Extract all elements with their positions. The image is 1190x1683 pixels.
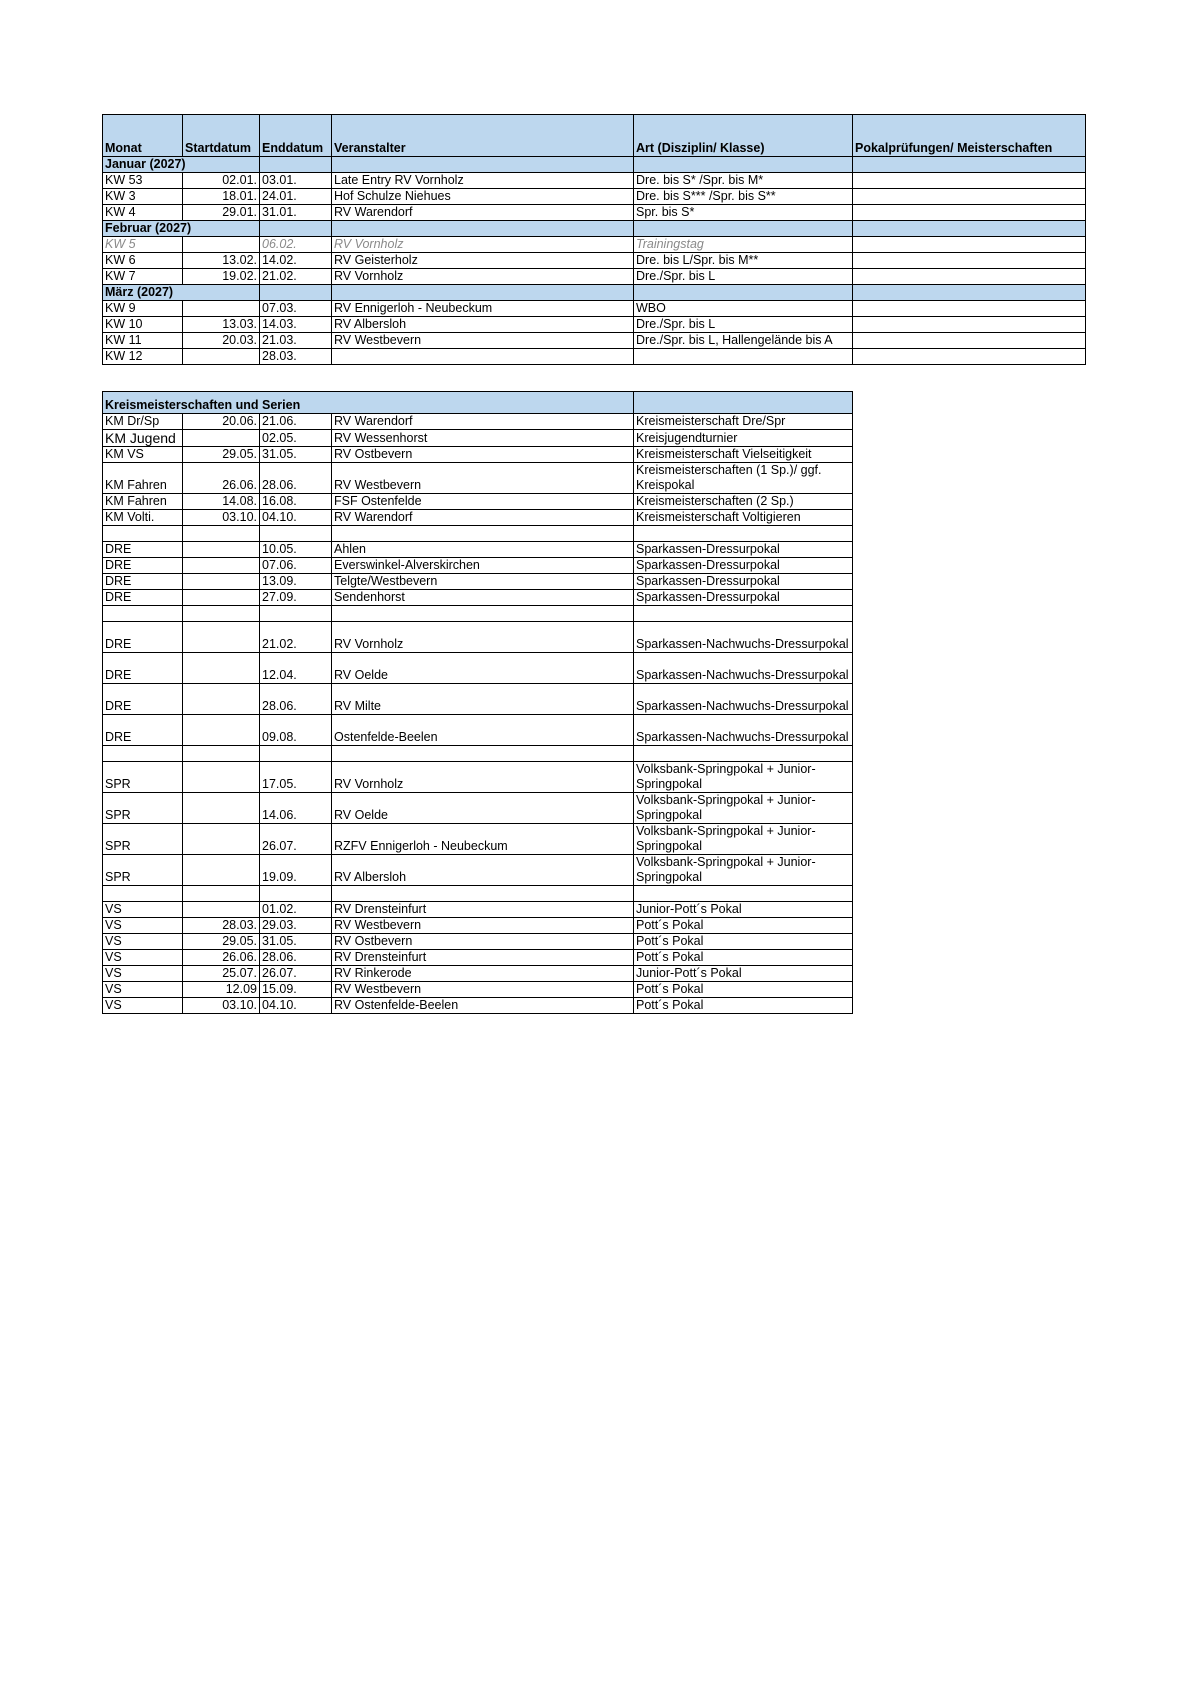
cell-start: 20.06. [183,414,260,430]
cell-end: 21.02. [260,269,332,285]
table-row [103,301,1086,317]
table-row [103,414,853,430]
cell-start [183,301,260,317]
header-cell: Veranstalter [332,115,634,157]
empty-cell [260,221,332,237]
table-row [103,205,1086,221]
table-row [103,886,853,902]
cell-monat: KM Fahren [103,494,183,510]
empty-cell [332,157,634,173]
cell-start [183,824,260,855]
cell-art: Pott´s Pokal [634,918,853,934]
cell-end: 28.06. [260,463,332,494]
cell-veranstalter: RV Warendorf [332,205,634,221]
cell-veranstalter: RV Warendorf [332,510,634,526]
cell-start [183,590,260,606]
cell-end: 15.09. [260,982,332,998]
cell-monat [103,526,183,542]
cell-art [634,606,853,622]
cell-art: Dre. bis L/Spr. bis M** [634,253,853,269]
cell-monat: SPR [103,855,183,886]
cell-veranstalter: Late Entry RV Vornholz [332,173,634,189]
cell-end: 28.06. [260,950,332,966]
header-cell: Monat [103,115,183,157]
empty-cell [853,221,1086,237]
cell-start: 03.10. [183,510,260,526]
cell-start [183,793,260,824]
cell-monat: KM VS [103,447,183,463]
empty-cell [260,157,332,173]
cell-end: 19.09. [260,855,332,886]
cell-monat: KW 3 [103,189,183,205]
table-row [103,966,853,982]
cell-start: 19.02. [183,269,260,285]
table-row [103,715,853,746]
month-section-row [103,157,1086,173]
section-title: Kreismeisterschaften und Serien [103,392,634,414]
table-row [103,510,853,526]
cell-monat: KM Dr/Sp [103,414,183,430]
cell-monat: VS [103,902,183,918]
table-row [103,793,853,824]
cell-pokal [853,189,1086,205]
table-row [103,998,853,1014]
empty-cell [634,285,853,301]
cell-end: 21.03. [260,333,332,349]
table-row [103,269,1086,285]
table-row [103,526,853,542]
cell-end: 14.02. [260,253,332,269]
cell-veranstalter [332,606,634,622]
cell-end [260,746,332,762]
table-row [103,253,1086,269]
cell-monat: DRE [103,715,183,746]
cell-start: 02.01. [183,173,260,189]
cell-monat: KW 12 [103,349,183,365]
cell-end: 06.02. [260,237,332,253]
cell-end: 16.08. [260,494,332,510]
table-row [103,558,853,574]
cell-end: 04.10. [260,998,332,1014]
cell-start: 14.08. [183,494,260,510]
cell-monat [103,746,183,762]
header-cell: Pokalprüfungen/ Meisterschaften [853,115,1086,157]
cell-end: 21.06. [260,414,332,430]
cell-monat: SPR [103,762,183,793]
cell-end [260,606,332,622]
table-row [103,950,853,966]
cell-end: 31.01. [260,205,332,221]
cell-start [183,855,260,886]
cell-veranstalter: RV Warendorf [332,414,634,430]
cell-start: 20.03. [183,333,260,349]
cell-veranstalter: RV Milte [332,684,634,715]
cell-monat: VS [103,950,183,966]
cell-start [183,746,260,762]
cell-veranstalter: RV Ostbevern [332,447,634,463]
cell-veranstalter: RV Oelde [332,653,634,684]
cell-art: Sparkassen-Nachwuchs-Dressurpokal [634,653,853,684]
cell-monat: KW 11 [103,333,183,349]
cell-end: 21.02. [260,622,332,653]
cell-end: 12.04. [260,653,332,684]
cell-start [183,430,260,447]
table-row [103,333,1086,349]
cell-art: Sparkassen-Dressurpokal [634,574,853,590]
cell-art: Volksbank-Springpokal + Junior-Springpokal [634,855,853,886]
table-row [103,237,1086,253]
cell-veranstalter: RZFV Ennigerloh - Neubeckum [332,824,634,855]
cell-end: 09.08. [260,715,332,746]
cell-monat: KW 9 [103,301,183,317]
cell-start: 29.05. [183,934,260,950]
cell-pokal [853,269,1086,285]
table-row [103,447,853,463]
championships-table [102,391,853,1014]
empty-cell [853,285,1086,301]
cell-start: 18.01. [183,189,260,205]
empty-cell [332,285,634,301]
cell-veranstalter [332,886,634,902]
month-label: Februar (2027) [103,221,260,237]
cell-monat: DRE [103,684,183,715]
cell-veranstalter: Ostenfelde-Beelen [332,715,634,746]
cell-veranstalter: RV Ostenfelde-Beelen [332,998,634,1014]
cell-art: Sparkassen-Dressurpokal [634,590,853,606]
cell-monat: KM Volti. [103,510,183,526]
cell-end: 01.02. [260,902,332,918]
cell-art [634,349,853,365]
cell-monat: KW 10 [103,317,183,333]
cell-monat: KW 4 [103,205,183,221]
cell-end: 02.05. [260,430,332,447]
cell-monat [103,886,183,902]
cell-pokal [853,333,1086,349]
table-row [103,542,853,558]
header-cell: Art (Disziplin/ Klasse) [634,115,853,157]
cell-start [183,762,260,793]
events-table [102,114,1086,365]
cell-veranstalter: RV Vornholz [332,762,634,793]
table-row [103,189,1086,205]
cell-art: Dre. bis S* /Spr. bis M* [634,173,853,189]
cell-art: Sparkassen-Dressurpokal [634,542,853,558]
cell-art: Kreismeisterschaft Dre/Spr [634,414,853,430]
cell-veranstalter [332,349,634,365]
cell-veranstalter: Telgte/Westbevern [332,574,634,590]
cell-art: Sparkassen-Nachwuchs-Dressurpokal [634,684,853,715]
cell-monat: KW 7 [103,269,183,285]
cell-art: Sparkassen-Nachwuchs-Dressurpokal [634,622,853,653]
cell-art: Volksbank-Springpokal + Junior-Springpokal [634,762,853,793]
cell-veranstalter: RV Westbevern [332,918,634,934]
cell-veranstalter: RV Westbevern [332,982,634,998]
cell-veranstalter: RV Drensteinfurt [332,902,634,918]
cell-monat: VS [103,918,183,934]
table-row [103,918,853,934]
table-row [103,173,1086,189]
cell-art: Dre./Spr. bis L [634,269,853,285]
cell-art: Dre./Spr. bis L, Hallengelände bis A [634,333,853,349]
table-row [103,746,853,762]
cell-end: 31.05. [260,447,332,463]
cell-art [634,746,853,762]
cell-veranstalter: Ahlen [332,542,634,558]
cell-start [183,653,260,684]
cell-art: Kreismeisterschaft Vielseitigkeit [634,447,853,463]
table-row [103,463,853,494]
cell-start [183,886,260,902]
table-row [103,430,853,447]
cell-veranstalter: RV Albersloh [332,855,634,886]
cell-veranstalter: RV Westbevern [332,463,634,494]
cell-art: WBO [634,301,853,317]
cell-veranstalter [332,526,634,542]
cell-start: 26.06. [183,950,260,966]
cell-start [183,237,260,253]
cell-start [183,715,260,746]
cell-veranstalter: RV Westbevern [332,333,634,349]
empty-cell [634,392,853,414]
month-label: März (2027) [103,285,260,301]
cell-art: Pott´s Pokal [634,982,853,998]
cell-end: 13.09. [260,574,332,590]
table-row [103,902,853,918]
table-row [103,982,853,998]
table-row [103,855,853,886]
month-label: Januar (2027) [103,157,260,173]
cell-pokal [853,205,1086,221]
cell-monat: DRE [103,574,183,590]
cell-veranstalter: RV Wessenhorst [332,430,634,447]
cell-art: Spr. bis S* [634,205,853,221]
cell-end [260,526,332,542]
cell-end: 07.06. [260,558,332,574]
cell-art: Kreismeisterschaft Voltigieren [634,510,853,526]
cell-monat: SPR [103,824,183,855]
cell-art: Junior-Pott´s Pokal [634,966,853,982]
cell-end: 07.03. [260,301,332,317]
cell-veranstalter: RV Vornholz [332,622,634,653]
cell-pokal [853,301,1086,317]
cell-veranstalter: RV Ennigerloh - Neubeckum [332,301,634,317]
cell-pokal [853,317,1086,333]
cell-monat: DRE [103,622,183,653]
cell-start: 03.10. [183,998,260,1014]
cell-veranstalter: RV Geisterholz [332,253,634,269]
cell-end: 26.07. [260,966,332,982]
cell-veranstalter: Everswinkel-Alverskirchen [332,558,634,574]
cell-veranstalter: Hof Schulze Niehues [332,189,634,205]
cell-end: 14.03. [260,317,332,333]
table-row [103,606,853,622]
cell-monat: VS [103,966,183,982]
cell-art [634,886,853,902]
cell-art: Trainingstag [634,237,853,253]
empty-cell [853,157,1086,173]
cell-veranstalter: RV Drensteinfurt [332,950,634,966]
cell-monat: SPR [103,793,183,824]
cell-end: 04.10. [260,510,332,526]
cell-monat: VS [103,998,183,1014]
cell-veranstalter: RV Vornholz [332,269,634,285]
cell-monat: KW 53 [103,173,183,189]
cell-veranstalter: RV Rinkerode [332,966,634,982]
cell-veranstalter: FSF Ostenfelde [332,494,634,510]
cell-monat: KM Jugend [103,430,183,447]
cell-pokal [853,173,1086,189]
empty-cell [332,221,634,237]
month-section-row [103,285,1086,301]
cell-end: 27.09. [260,590,332,606]
cell-pokal [853,253,1086,269]
table-row [103,349,1086,365]
cell-start: 29.05. [183,447,260,463]
cell-start [183,542,260,558]
cell-start: 29.01. [183,205,260,221]
cell-end: 28.03. [260,349,332,365]
section-title-row [103,392,853,414]
cell-start [183,558,260,574]
cell-monat: DRE [103,590,183,606]
cell-start [183,902,260,918]
cell-end: 03.01. [260,173,332,189]
cell-end: 26.07. [260,824,332,855]
cell-end: 29.03. [260,918,332,934]
cell-start [183,349,260,365]
empty-cell [260,285,332,301]
table-row [103,622,853,653]
cell-art: Volksbank-Springpokal + Junior-Springpokal [634,824,853,855]
cell-monat: DRE [103,653,183,684]
cell-monat: KW 6 [103,253,183,269]
cell-start: 26.06. [183,463,260,494]
cell-veranstalter: RV Oelde [332,793,634,824]
cell-start: 13.02. [183,253,260,269]
cell-art: Volksbank-Springpokal + Junior-Springpokal [634,793,853,824]
table-row [103,934,853,950]
cell-monat: VS [103,982,183,998]
cell-monat: KM Fahren [103,463,183,494]
cell-end [260,886,332,902]
cell-start [183,684,260,715]
cell-start: 25.07. [183,966,260,982]
cell-monat: DRE [103,542,183,558]
cell-end: 28.06. [260,684,332,715]
table-row [103,317,1086,333]
cell-art: Kreismeisterschaften (2 Sp.) [634,494,853,510]
header-cell: Enddatum [260,115,332,157]
table-row [103,494,853,510]
cell-monat: KW 5 [103,237,183,253]
cell-veranstalter: RV Ostbevern [332,934,634,950]
month-section-row [103,221,1086,237]
cell-end: 14.06. [260,793,332,824]
cell-start [183,526,260,542]
cell-veranstalter: RV Albersloh [332,317,634,333]
header-cell: Startdatum [183,115,260,157]
cell-end: 10.05. [260,542,332,558]
cell-art: Pott´s Pokal [634,934,853,950]
table-row [103,684,853,715]
cell-veranstalter: Sendenhorst [332,590,634,606]
cell-start [183,574,260,590]
cell-end: 24.01. [260,189,332,205]
cell-art: Dre. bis S*** /Spr. bis S** [634,189,853,205]
cell-monat: DRE [103,558,183,574]
table-row [103,653,853,684]
cell-veranstalter [332,746,634,762]
cell-art: Pott´s Pokal [634,998,853,1014]
cell-start: 12.09 [183,982,260,998]
cell-monat [103,606,183,622]
cell-end: 31.05. [260,934,332,950]
cell-art: Kreismeisterschaften (1 Sp.)/ ggf. Kreispokal [634,463,853,494]
empty-cell [634,221,853,237]
cell-art: Sparkassen-Dressurpokal [634,558,853,574]
header-row [103,115,1086,157]
cell-pokal [853,237,1086,253]
cell-art: Pott´s Pokal [634,950,853,966]
cell-art: Junior-Pott´s Pokal [634,902,853,918]
cell-art: Sparkassen-Nachwuchs-Dressurpokal [634,715,853,746]
cell-art: Kreisjugendturnier [634,430,853,447]
cell-art: Dre./Spr. bis L [634,317,853,333]
table-row [103,824,853,855]
cell-end: 17.05. [260,762,332,793]
table-row [103,590,853,606]
table-row [103,762,853,793]
cell-start [183,622,260,653]
empty-cell [634,157,853,173]
cell-pokal [853,349,1086,365]
cell-start: 28.03. [183,918,260,934]
cell-art [634,526,853,542]
cell-monat: VS [103,934,183,950]
cell-start [183,606,260,622]
cell-veranstalter: RV Vornholz [332,237,634,253]
cell-start: 13.03. [183,317,260,333]
table-row [103,574,853,590]
